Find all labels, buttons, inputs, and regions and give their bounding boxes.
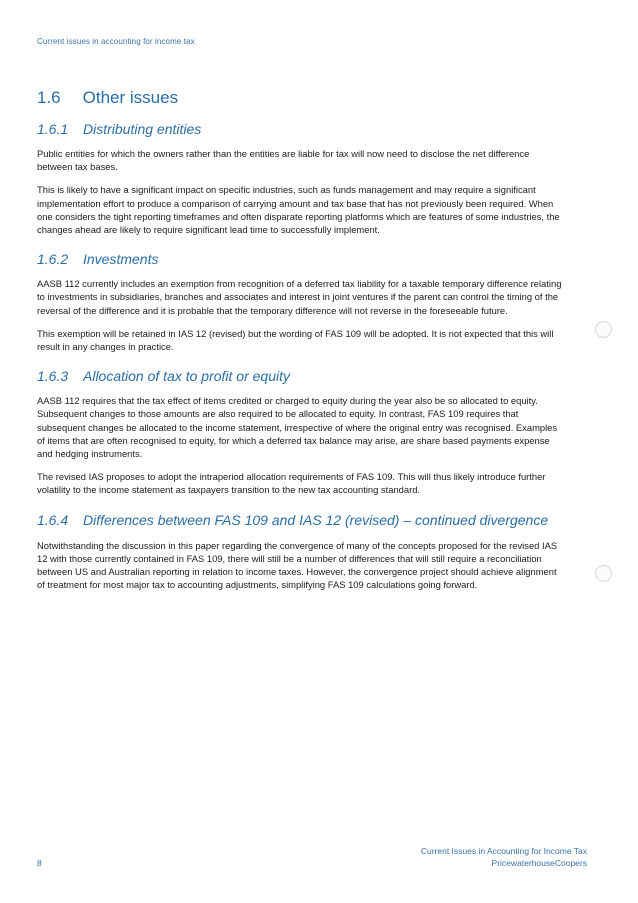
paragraph: The revised IAS proposes to adopt the intraperiod allocation requirements of FAS 109. This will thus likely introduce further volatility to the income statement as taxpayers transition to the new tax accounting standard. [37, 471, 546, 496]
footer-firm-name: PricewaterhouseCoopers [491, 857, 587, 868]
section-title: Other issues [82, 88, 179, 107]
subsection-number: 1.6.2 [37, 251, 69, 268]
subsection-title: Distributing entities [83, 121, 202, 137]
section-number: 1.6 [37, 88, 61, 107]
section-heading [37, 88, 565, 108]
page-number: 8 [37, 858, 42, 868]
footer-document-title: Current Issues in Accounting for Income Tax [420, 846, 587, 856]
main-content [37, 88, 565, 591]
paragraph: AASB 112 requires that the tax effect of items credited or charged to equity during the year also be so allocated to equity. Subsequent changes to those amounts are also required to be allocated to equity. In contrast, FAS 109 requires that subsequent changes be allocated to the income statement, irrespective of where the original entry was recognised. Examples of items that are often recognised to equity, for which a deferred tax balance may arise, are share based payments expense and hedging instruments. [37, 395, 558, 460]
subsection-title: Investments [83, 251, 159, 268]
subsection-heading [37, 121, 565, 138]
binder-hole-icon [595, 321, 612, 338]
subsection-heading [37, 512, 565, 529]
paragraph: This exemption will be retained in IAS 12 (revised) but the wording of FAS 109 will be adopted. It is not expected that this will result in any changes in practice. [37, 327, 554, 353]
subsection-heading [37, 251, 565, 268]
paragraph: Notwithstanding the discussion in this paper regarding the convergence of many of the concepts proposed for the revised IAS 12 with those currently contained in FAS 109, there will still be a number of differences that will still require a reconciliation between US and Australian reporting in relation to income taxes. However, the convergence project should achieve alignment of treatment for most major tax to accounting adjustments, simplifying FAS 109 calculations going forward. [37, 539, 558, 591]
subsection-number: 1.6.1 [37, 121, 69, 137]
running-header: Current issues in accounting for income tax [37, 37, 195, 46]
subsection-heading [37, 368, 565, 385]
paragraph: AASB 112 currently includes an exemption from recognition of a deferred tax liability for a taxable temporary difference relating to investments in subsidiaries, branches and associates and interest in joint ventures if the parent can control the timing of the reversal of the difference and it is probable that the temporary difference will not reverse in the foreseeable future. [37, 278, 562, 316]
paragraph: Public entities for which the owners rather than the entities are liable for tax will now need to disclose the net difference between tax bases. [37, 148, 530, 173]
subsection-number: 1.6.3 [37, 368, 69, 385]
subsection-title: Allocation of tax to profit or equity [83, 368, 290, 385]
binder-hole-icon [595, 565, 612, 582]
subsection-title: Differences between FAS 109 and IAS 12 (revised) – continued divergence [83, 511, 549, 528]
paragraph: This is likely to have a significant impact on specific industries, such as funds management and may require a significant implementation effort to produce a comparison of carrying amount and tax base that has not previously been required. When one considers the tight reporting timeframes and often disparate reporting platforms which are features of some industries, the changes ahead are likely to require significant lead time to successfully implement. [37, 184, 560, 236]
subsection-number: 1.6.4 [37, 511, 69, 528]
footer-attribution [421, 846, 587, 869]
